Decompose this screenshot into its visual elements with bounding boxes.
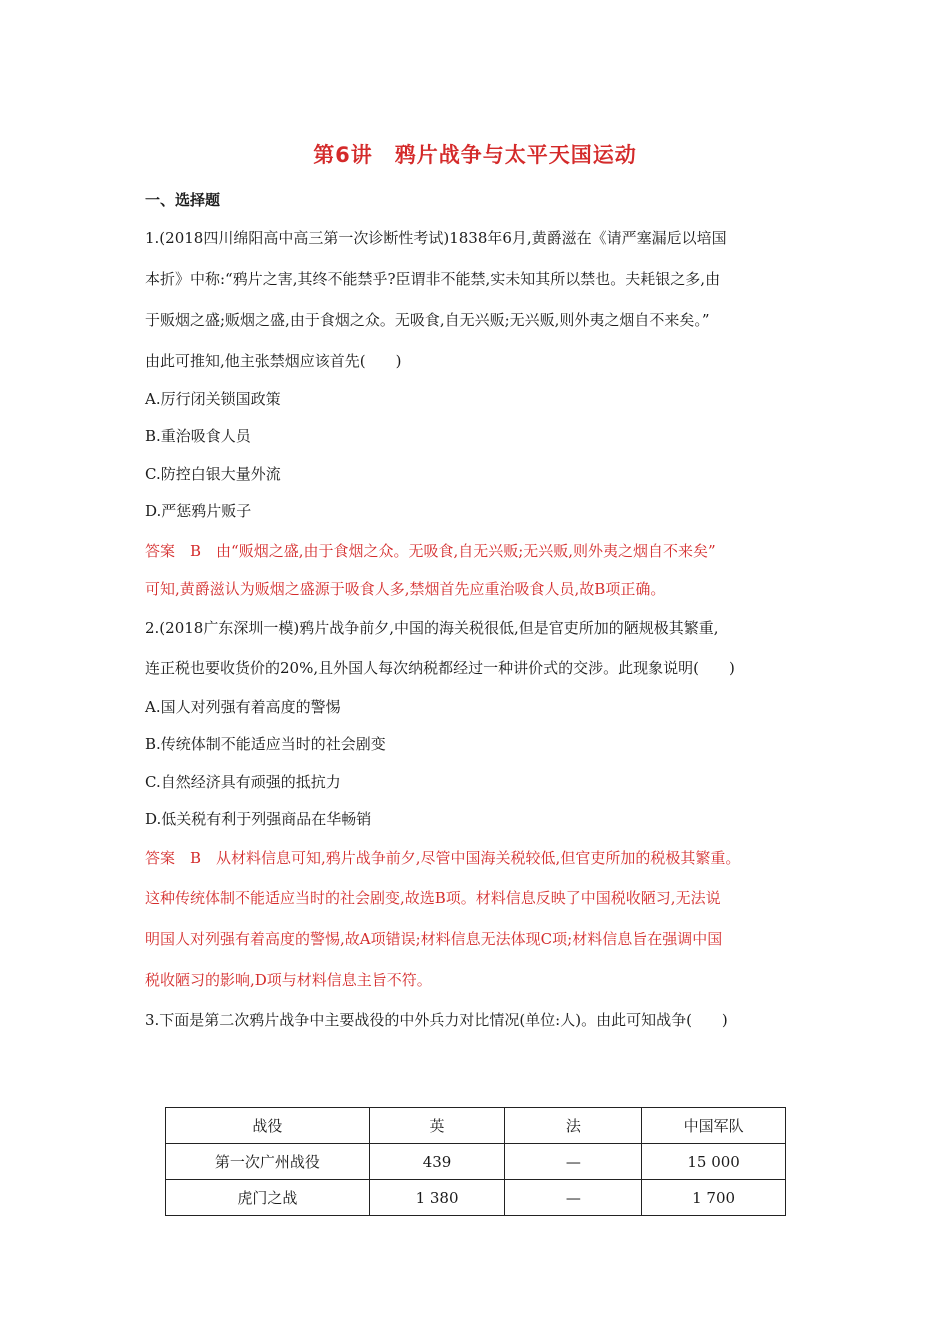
- page-title: 第6讲 鸦片战争与太平天国运动: [313, 143, 637, 167]
- q2-line-1: 2.(2018广东深圳一模)鸦片战争前夕,中国的海关税很低,但是官吏所加的陋规极其繁重,: [145, 619, 719, 637]
- table-cell: 虎门之战: [166, 1180, 370, 1216]
- table-cell: 1 700: [642, 1180, 786, 1216]
- q1-line-2: 本折》中称:“鸦片之害,其终不能禁乎?臣谓非不能禁,实未知其所以禁也。夫耗银之多,由: [145, 270, 721, 288]
- q2-line-2: 连正税也要收货价的20%,且外国人每次纳税都经过一种讲价式的交涉。此现象说明( ): [145, 659, 735, 677]
- q2-option-c: C.自然经济具有顽强的抵抗力: [145, 773, 341, 791]
- table-header-cell: 战役: [166, 1108, 370, 1144]
- q2-option-a: A.国人对列强有着高度的警惕: [145, 698, 341, 716]
- q2-answer-line-1: 答案 B 从材料信息可知,鸦片战争前夕,尽管中国海关税较低,但官吏所加的税极其繁重。: [145, 849, 741, 867]
- table-row: [166, 1180, 786, 1216]
- table-cell: 第一次广州战役: [166, 1144, 370, 1180]
- q1-option-a: A.厉行闭关锁国政策: [145, 390, 281, 408]
- q1-answer-line-1: 答案 B 由“贩烟之盛,由于食烟之众。无吸食,自无兴贩;无兴贩,则外夷之烟自不来矣”: [145, 542, 716, 560]
- q1-line-3: 于贩烟之盛;贩烟之盛,由于食烟之众。无吸食,自无兴贩;无兴贩,则外夷之烟自不来矣。”: [145, 311, 710, 329]
- q2-answer-line-2: 这种传统体制不能适应当时的社会剧变,故选B项。材料信息反映了中国税收陋习,无法说: [145, 889, 721, 907]
- table-cell: —: [505, 1144, 642, 1180]
- q1-line-1: 1.(2018四川绵阳高中高三第一次诊断性考试)1838年6月,黄爵滋在《请严塞漏卮以培国: [145, 229, 727, 247]
- q2-answer-line-4: 税收陋习的影响,D项与材料信息主旨不符。: [145, 971, 432, 989]
- q1-line-4: 由此可推知,他主张禁烟应该首先( ): [145, 352, 402, 370]
- table-row: [166, 1144, 786, 1180]
- table-cell: —: [505, 1180, 642, 1216]
- q3-line-1: 3.下面是第二次鸦片战争中主要战役的中外兵力对比情况(单位:人)。由此可知战争( ): [145, 1011, 728, 1029]
- table-header-cell: 法: [505, 1108, 642, 1144]
- table-cell: 439: [369, 1144, 505, 1180]
- q1-option-c: C.防控白银大量外流: [145, 465, 281, 483]
- q2-answer-line-3: 明国人对列强有着高度的警惕,故A项错误;材料信息无法体现C项;材料信息旨在强调中国: [145, 930, 723, 948]
- q1-answer-line-2: 可知,黄爵滋认为贩烟之盛源于吸食人多,禁烟首先应重治吸食人员,故B项正确。: [145, 580, 666, 598]
- table-cell: 1 380: [369, 1180, 505, 1216]
- table-cell: 15 000: [642, 1144, 786, 1180]
- q2-option-b: B.传统体制不能适应当时的社会剧变: [145, 735, 386, 753]
- table-header-cell: 中国军队: [642, 1108, 786, 1144]
- q1-option-d: D.严惩鸦片贩子: [145, 502, 252, 520]
- table-header-row: [166, 1108, 786, 1144]
- troop-comparison-table: [165, 1107, 786, 1216]
- table-header-cell: 英: [369, 1108, 505, 1144]
- section-heading: 一、选择题: [145, 191, 221, 209]
- q1-option-b: B.重治吸食人员: [145, 427, 251, 445]
- q2-option-d: D.低关税有利于列强商品在华畅销: [145, 810, 372, 828]
